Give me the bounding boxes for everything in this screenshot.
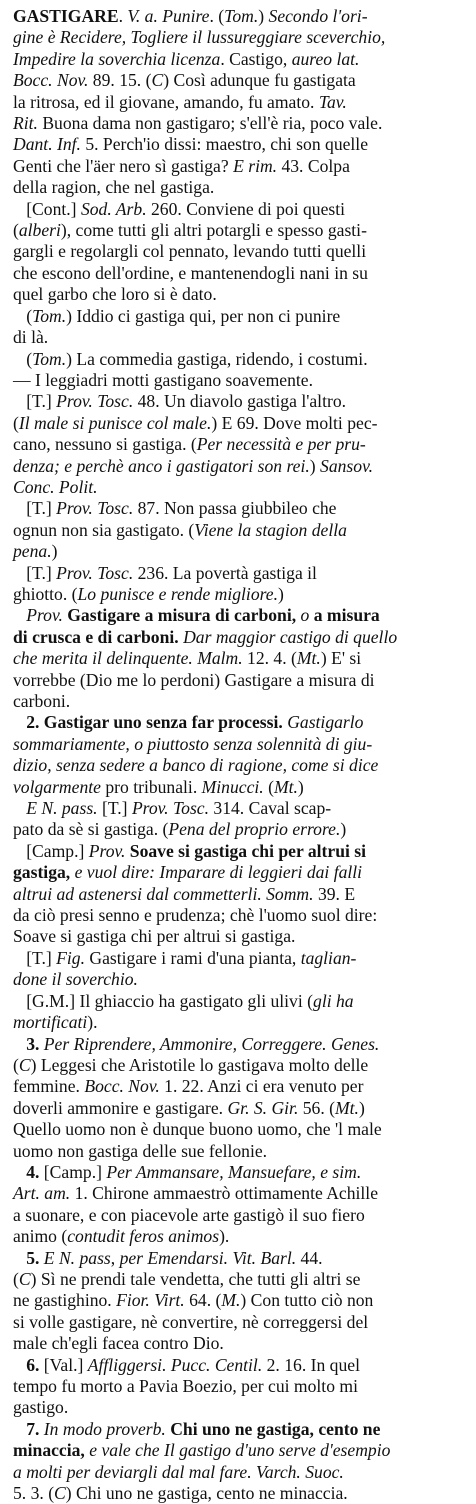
italic-text: Tom. [32, 348, 67, 369]
text-run: ne gastighino. [13, 1290, 117, 1311]
entry-line [13, 1055, 466, 1076]
entry-line [13, 92, 466, 113]
entry-line [13, 27, 466, 48]
text-run [13, 1419, 26, 1439]
italic-text: Impedire la soverchia licenza [13, 48, 221, 69]
text-run: 39. E [313, 883, 356, 904]
entry-line [13, 584, 466, 605]
entry-line [13, 1034, 466, 1055]
entry-line [13, 541, 466, 562]
bold-text: Gastigare a misura di carboni, [62, 605, 301, 626]
text-run: 64. ( [184, 1290, 222, 1311]
text-run: 56. ( [298, 1097, 336, 1118]
entry-line [13, 1162, 466, 1183]
italic-text: Tav. [318, 91, 347, 112]
text-run: 44. [296, 1247, 323, 1268]
entry-line [13, 220, 466, 241]
text-run: . Castigo, [220, 48, 292, 69]
italic-text: gine è Recidere, Togliere il lussureggiare sceverchio, [13, 27, 386, 48]
text-run [13, 1355, 26, 1375]
entry-line [13, 477, 466, 498]
italic-text: Fig. [56, 947, 85, 968]
text-run: ( [13, 1054, 19, 1075]
entry-line [13, 413, 466, 434]
italic-text: C [54, 1483, 66, 1504]
entry-line [13, 605, 466, 626]
italic-text: pena. [13, 541, 52, 562]
entry-line [13, 862, 466, 883]
italic-text: Mt. [296, 648, 321, 669]
text-run: [Val.] [39, 1354, 88, 1375]
text-run: 2. 16. In quel [262, 1354, 360, 1375]
text-run: Genti che l'äer nero sì gastiga? [13, 155, 234, 176]
entry-line [13, 905, 466, 926]
italic-text: C [151, 70, 164, 91]
text-run: [T.] [13, 562, 57, 583]
text-run: pro tribunali. [100, 776, 202, 797]
italic-text: Gastigarlo [287, 712, 364, 733]
text-run: 314. Caval scap- [209, 798, 332, 819]
text-run: ) Leggesi che Aristotile lo gastigava molto delle [30, 1054, 369, 1075]
dictionary-entry-gastigare [13, 6, 466, 1504]
text-run [13, 1034, 26, 1054]
text-run: [T.] [13, 391, 57, 412]
text-run: ) Sì ne prendi tale vendetta, che tutti gli altri se [30, 1268, 361, 1289]
italic-text: taglian- [300, 947, 357, 968]
text-run: 48. Un diavolo gastiga l'altro. [133, 391, 347, 412]
text-run: ) E' si [320, 648, 362, 669]
entry-line [13, 1183, 466, 1204]
entry-line [13, 798, 466, 819]
italic-text: Dant. Inf. [13, 134, 81, 155]
italic-text: Rit. [13, 113, 38, 134]
entry-line [13, 306, 466, 327]
text-run: ghiotto. ( [13, 583, 78, 604]
italic-text: E N. pass [39, 1247, 111, 1268]
entry-line [13, 648, 466, 669]
text-run: [T.] [13, 498, 57, 519]
text-run: carboni. [13, 691, 71, 711]
text-run: ( [13, 1268, 19, 1289]
italic-text: gli ha [313, 990, 354, 1011]
italic-text: Per Ammansare, Mansuefare, e sim. [106, 1161, 362, 1182]
text-run: ognun non sia gastigato. ( [13, 519, 195, 540]
entry-line [13, 1076, 466, 1097]
entry-line [13, 1226, 466, 1247]
entry-line [13, 134, 466, 155]
text-run: 1. 22. Anzi ci era venuto per [159, 1076, 364, 1097]
entry-line [13, 156, 466, 177]
entry-line [13, 734, 466, 755]
italic-text: per Emendarsi. Vit. Barl. [119, 1247, 297, 1268]
entry-line [13, 498, 466, 519]
italic-text: denza; e perchè anco i gastigatori son rei. [13, 455, 310, 476]
italic-text: V. a. Punire [127, 6, 210, 26]
entry-line [13, 327, 466, 348]
entry-line [13, 1355, 466, 1376]
text-run: a suonare, e con piacevole arte gastigò il suo fiero [13, 1204, 365, 1225]
text-run: 5. 3. ( [13, 1483, 55, 1504]
entry-line [13, 777, 466, 798]
text-run: ( [13, 412, 19, 433]
text-run: [G.M.] Il ghiaccio ha gastigato gli ulivi ( [13, 990, 314, 1011]
entry-line [13, 113, 466, 134]
text-run: ) Così adunque fu gastigata [163, 70, 356, 91]
entry-line [13, 991, 466, 1012]
italic-text: E N. pass. [26, 798, 98, 819]
italic-text: dizio, senza sedere a banco di ragione, come si dice [13, 755, 379, 776]
italic-text: Viene la stagion della [194, 519, 347, 540]
italic-text: Per Riprendere, Ammonire, Correggere. Genes. [39, 1033, 380, 1054]
text-run: ) [297, 776, 304, 797]
text-run: 12. 4. ( [242, 648, 297, 669]
italic-text: Bocc. Nov. [13, 70, 89, 91]
text-run: ) Iddio ci gastiga qui, per non ci punire [66, 305, 341, 326]
text-run: doverli ammonire e gastigare. [13, 1097, 228, 1118]
text-run: ). [87, 1012, 98, 1033]
text-run [13, 712, 26, 732]
text-run: 260. Conviene di poi questi [146, 198, 346, 219]
text-run: 43. Colpa [277, 155, 350, 176]
text-run: ( [13, 348, 33, 369]
text-run: vorrebbe (Dio me lo perdoni) Gastigare a misura di [13, 669, 375, 690]
italic-text: C [18, 1054, 31, 1075]
entry-line [13, 563, 466, 584]
text-run: ) E 69. Dove molti pec- [211, 412, 378, 433]
entry-line [13, 969, 466, 990]
text-run: [T.] [97, 798, 132, 819]
italic-text: Gr. S. Gir. [227, 1097, 299, 1118]
entry-line [13, 434, 466, 455]
italic-text: a molti per deviargli dal mal fare. Varch. Suoc. [13, 1461, 344, 1482]
bold-text: 6. [26, 1354, 40, 1375]
italic-text: Prov. Tosc. [56, 391, 134, 412]
text-run: Soave si gastiga chi per altrui si gastiga. [13, 926, 296, 947]
text-run: 236. La povertà gastiga il [133, 562, 317, 583]
text-run: — I leggiadri motti gastigano soavemente. [13, 369, 313, 390]
bold-text: GASTIGARE [13, 6, 119, 26]
text-run: [Camp.] [39, 1161, 107, 1182]
entry-line [13, 1012, 466, 1033]
italic-text: Pena del proprio errore. [168, 819, 341, 840]
text-run: gargli e regolargli col pennato, levando tutti quelli [13, 241, 367, 262]
text-run [13, 605, 26, 625]
entry-line [13, 199, 466, 220]
italic-text: Secondo l'ori- [268, 6, 368, 26]
italic-text: Sod. Arb. [80, 198, 147, 219]
bold-text: gastiga, [13, 862, 75, 883]
entry-line [13, 456, 466, 477]
bold-text: di crusca e di carboni. [13, 626, 184, 647]
italic-text: Prov. Tosc. [56, 562, 134, 583]
text-run: ) [258, 6, 269, 26]
entry-line [13, 1462, 466, 1483]
text-run: gastigo. [13, 1397, 69, 1418]
italic-text: e vale che Il gastigo d'uno serve d'esempio [89, 1440, 391, 1461]
bold-text: 3. [26, 1033, 40, 1054]
text-run: Gastigare i rami d'una pianta, [85, 947, 301, 968]
text-run: 89. 15. ( [88, 70, 152, 91]
text-run: [T.] [13, 947, 57, 968]
text-run [13, 1248, 26, 1268]
bold-text: 5. [26, 1247, 40, 1268]
text-run: ), come tutti gli altri potargli e spesso gasti- [60, 220, 367, 241]
italic-text: Fior. Virt. [116, 1290, 185, 1311]
text-run: ( [13, 305, 33, 326]
text-run: pato da sè si gastiga. ( [13, 819, 169, 840]
italic-text: Prov. Tosc. [131, 798, 209, 819]
text-run: animo ( [13, 1226, 68, 1247]
entry-line [13, 1098, 466, 1119]
italic-text: Tom. [32, 305, 67, 326]
italic-text: Prov. [88, 840, 126, 861]
italic-text: Affliggersi. Pucc. Centil. [87, 1354, 263, 1375]
entry-line [13, 1483, 466, 1504]
italic-text: E rim. [233, 155, 278, 176]
text-run: ) [278, 583, 284, 604]
entry-line [13, 263, 466, 284]
text-run: cano, nessuno si gastiga. ( [13, 434, 197, 455]
bold-text: Chi uno ne gastiga, cento ne [165, 1418, 381, 1439]
text-run: ) [358, 1097, 365, 1118]
entry-line [13, 841, 466, 862]
entry-line [13, 819, 466, 840]
entry-line [13, 670, 466, 691]
italic-text: e vuol dire: Imparare di leggieri dai falli [74, 862, 363, 883]
text-run: ) Chi uno ne gastiga, cento ne minaccia. [65, 1483, 348, 1504]
italic-text: Bocc. Nov. [84, 1076, 160, 1097]
entry-line [13, 712, 466, 733]
bold-text: a misura [309, 605, 380, 626]
entry-line [13, 349, 466, 370]
entry-line [13, 1290, 466, 1311]
italic-text: aureo lat. [291, 48, 360, 69]
text-run: male ch'egli facea contro Dio. [13, 1333, 224, 1354]
text-run: ( [213, 6, 225, 26]
entry-line [13, 1333, 466, 1354]
italic-text: Dar maggior castigo di quello [183, 626, 398, 647]
text-run: [Camp.] [13, 840, 89, 861]
text-run: ) Con tutto ciò non [240, 1290, 374, 1311]
italic-text: Lo punisce e rende migliore. [77, 583, 279, 604]
italic-text: Prov. [26, 605, 63, 626]
entry-line [13, 691, 466, 712]
entry-line [13, 391, 466, 412]
entry-line [13, 1376, 466, 1397]
italic-text: o [300, 605, 310, 626]
italic-text: Il male si punisce col male. [18, 412, 212, 433]
text-run [13, 1162, 26, 1182]
italic-text: Sansov. [320, 455, 373, 476]
bold-text: minaccia, [13, 1440, 90, 1461]
entry-line [13, 1419, 466, 1440]
text-run [13, 798, 26, 818]
italic-text: sommariamente, o piuttosto senza solennità di giu- [13, 733, 373, 754]
text-run: ) [309, 455, 321, 476]
entry-line [13, 1269, 466, 1290]
entry-line [13, 6, 466, 27]
text-run: da ciò presi senno e prudenza; chè l'uomo suol dire: [13, 905, 378, 926]
text-run: si volle gastigare, nè convertire, nè correggersi del [13, 1311, 369, 1332]
italic-text: Minucci. [201, 776, 264, 797]
text-run: ( [13, 220, 19, 241]
text-run: ) [51, 541, 58, 562]
entry-line [13, 627, 466, 648]
text-run: Buona dama non gastigaro; s'ell'è ria, poco vale. [37, 113, 383, 134]
text-run: di là. [13, 327, 49, 348]
bold-text: 7. [26, 1418, 40, 1439]
italic-text: Prov. Tosc. [56, 498, 134, 519]
entry-line [13, 1440, 466, 1461]
bold-text: 2. Gastigar uno senza far processi. [26, 712, 288, 733]
italic-text: Mt. [273, 776, 298, 797]
italic-text: Tom. [224, 6, 259, 26]
entry-line [13, 1205, 466, 1226]
text-run: . [118, 6, 128, 26]
text-run: ) La commedia gastiga, ridendo, i costumi. [66, 348, 368, 369]
italic-text: Conc. Polit. [13, 476, 98, 497]
italic-text: alberi [18, 220, 61, 241]
italic-text: volgarmente [13, 776, 101, 797]
bold-text: Soave si gastiga chi per altrui si [125, 840, 367, 861]
entry-line [13, 926, 466, 947]
text-run: femmine. [13, 1076, 85, 1097]
entry-line [13, 1119, 466, 1140]
italic-text: done il soverchio. [13, 969, 138, 990]
entry-line [13, 370, 466, 391]
text-run: Quello uomo non è dunque buono uomo, che 'l male [13, 1119, 382, 1140]
entry-line [13, 948, 466, 969]
entry-line [13, 70, 466, 91]
italic-text: mortificati [13, 1012, 88, 1033]
italic-text: In modo proverb. [39, 1418, 166, 1439]
entry-line [13, 241, 466, 262]
entry-line [13, 49, 466, 70]
text-run: della ragion, che nel gastiga. [13, 177, 215, 198]
italic-text: Art. am. [13, 1183, 71, 1204]
italic-text: contudit feros animos [67, 1226, 220, 1247]
text-run: tempo fu morto a Pavia Boezio, per cui molto mi [13, 1376, 358, 1396]
entry-line [13, 1248, 466, 1269]
text-run: ) [340, 819, 347, 840]
entry-line [13, 1312, 466, 1333]
text-run: 5. Perch'io dissi: maestro, chi son quelle [80, 134, 369, 155]
text-run: ). [219, 1226, 230, 1247]
entry-line [13, 1141, 466, 1162]
italic-text: C [18, 1268, 31, 1289]
bold-text: 4. [26, 1161, 40, 1182]
entry-line [13, 755, 466, 776]
italic-text: Per necessità e per pru- [196, 434, 366, 455]
italic-text: altrui ad astenersi dal commetterli. Somm. [13, 883, 314, 904]
text-run: . [209, 6, 214, 26]
text-run: [Cont.] [13, 198, 81, 219]
entry-line [13, 884, 466, 905]
entry-line [13, 177, 466, 198]
entry-line [13, 284, 466, 305]
entry-line [13, 520, 466, 541]
text-run: 1. Chirone ammaestrò ottimamente Achille [70, 1183, 379, 1204]
text-run: 87. Non passa giubbileo che [133, 498, 337, 519]
italic-text: che merita il delinquente. Malm. [13, 648, 243, 669]
text-run: quel garbo che loro si è dato. [13, 284, 217, 305]
text-run: ( [263, 776, 274, 797]
text-run: , [110, 1247, 120, 1268]
italic-text: Mt. [335, 1097, 359, 1118]
text-run: che escono dell'ordine, e mantenendogli nani in su [13, 262, 368, 283]
entry-line [13, 1397, 466, 1418]
text-run: la ritrosa, ed il giovane, amando, fu amato. [13, 91, 319, 112]
text-run: uomo non gastiga delle sue fellonie. [13, 1140, 268, 1161]
italic-text: M. [221, 1290, 241, 1311]
